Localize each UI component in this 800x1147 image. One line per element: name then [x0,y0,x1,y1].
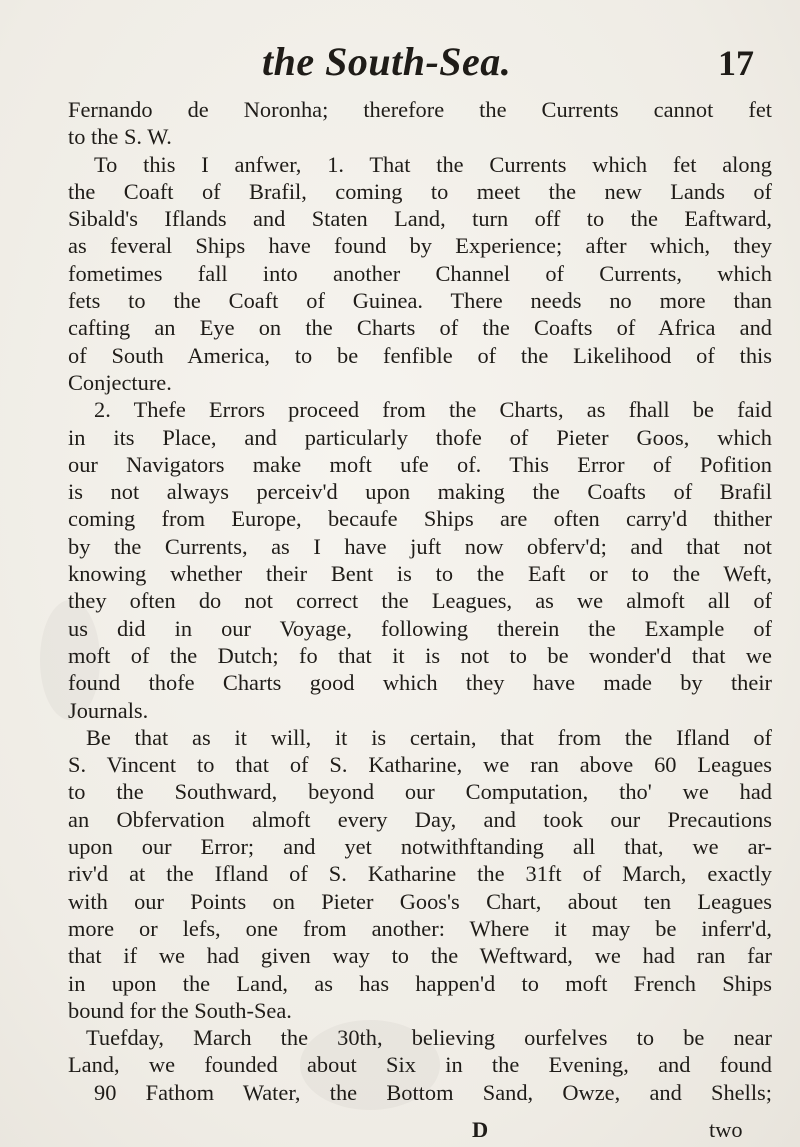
text-line: of South America, to be fenfible of the Likelihood of this [68,342,772,368]
text-line: is not always perceiv'd upon making the Coafts of Brafil [68,479,772,505]
page-number: 17 [718,43,754,83]
text-line: to the S. W. [68,124,172,150]
text-line: upon our Error; and yet notwithftanding all that, we ar- [68,834,772,860]
text-line: 90 Fathom Water, the Bottom Sand, Owze, and Shells; [94,1079,772,1105]
text-line: Conjecture. [68,369,172,395]
text-line: by the Currents, as I have juft now obferv'd; and that not [68,533,772,559]
text-line: that if we had given way to the Weftward, we had ran far [68,943,772,969]
page-header [0,38,800,98]
text-line: to the Southward, beyond our Computation, tho' we had [68,779,772,805]
text-line: fometimes fall into another Channel of Currents, which [68,260,772,286]
page-footer [0,1117,800,1145]
text-line: in its Place, and particularly thofe of Pieter Goos, which [68,424,772,450]
text-line: in upon the Land, as has happen'd to moft French Ships [68,970,772,996]
text-line: S. Vincent to that of S. Katharine, we ran above 60 Leagues [68,752,772,778]
text-line: the Coaft of Brafil, coming to meet the new Lands of [68,178,772,204]
text-line: our Navigators make moft ufe of. This Error of Pofition [68,451,772,477]
text-line: coming from Europe, becaufe Ships are often carry'd thither [68,506,772,532]
text-line: knowing whether their Bent is to the Eaft or to the Weft, [68,561,772,587]
catchword: two [709,1117,743,1142]
text-line: found thofe Charts good which they have made by their [68,670,772,696]
text-line: us did in our Voyage, following therein the Example of [68,615,772,641]
text-line: Land, we founded about Six in the Evening, and found [68,1052,772,1078]
text-line: moft of the Dutch; fo that it is not to be wonder'd that we [68,642,772,668]
body-text [68,96,772,1106]
running-title: the South-Sea. [262,39,512,84]
text-line: fets to the Coaft of Guinea. There needs no more than [68,288,772,314]
text-line: more or lefs, one from another: Where it may be inferr'd, [68,915,772,941]
text-line: 2. Thefe Errors proceed from the Charts, as fhall be faid [94,397,772,423]
text-line: they often do not correct the Leagues, as we almoft all of [68,588,772,614]
text-line: Sibald's Iflands and Staten Land, turn off to the Eaftward, [68,206,772,232]
text-line: as feveral Ships have found by Experience; after which, they [68,233,772,259]
text-line: Journals. [68,697,149,723]
signature-mark: D [472,1117,489,1142]
text-line: an Obfervation almoft every Day, and took our Precautions [68,806,772,832]
text-line: Fernando de Noronha; therefore the Currents cannot fet [68,97,772,122]
text-line: bound for the South-Sea. [68,997,292,1023]
text-line: To this I anfwer, 1. That the Currents which fet along [94,151,772,177]
text-line: Be that as it will, it is certain, that from the Ifland of [86,724,772,750]
text-line: riv'd at the Ifland of S. Katharine the 31ft of March, exactly [68,861,772,887]
text-line: cafting an Eye on the Charts of the Coafts of Africa and [68,315,772,341]
text-line: with our Points on Pieter Goos's Chart, about ten Leagues [68,888,772,914]
text-line: Tuefday, March the 30th, believing ourfelves to be near [86,1025,772,1051]
